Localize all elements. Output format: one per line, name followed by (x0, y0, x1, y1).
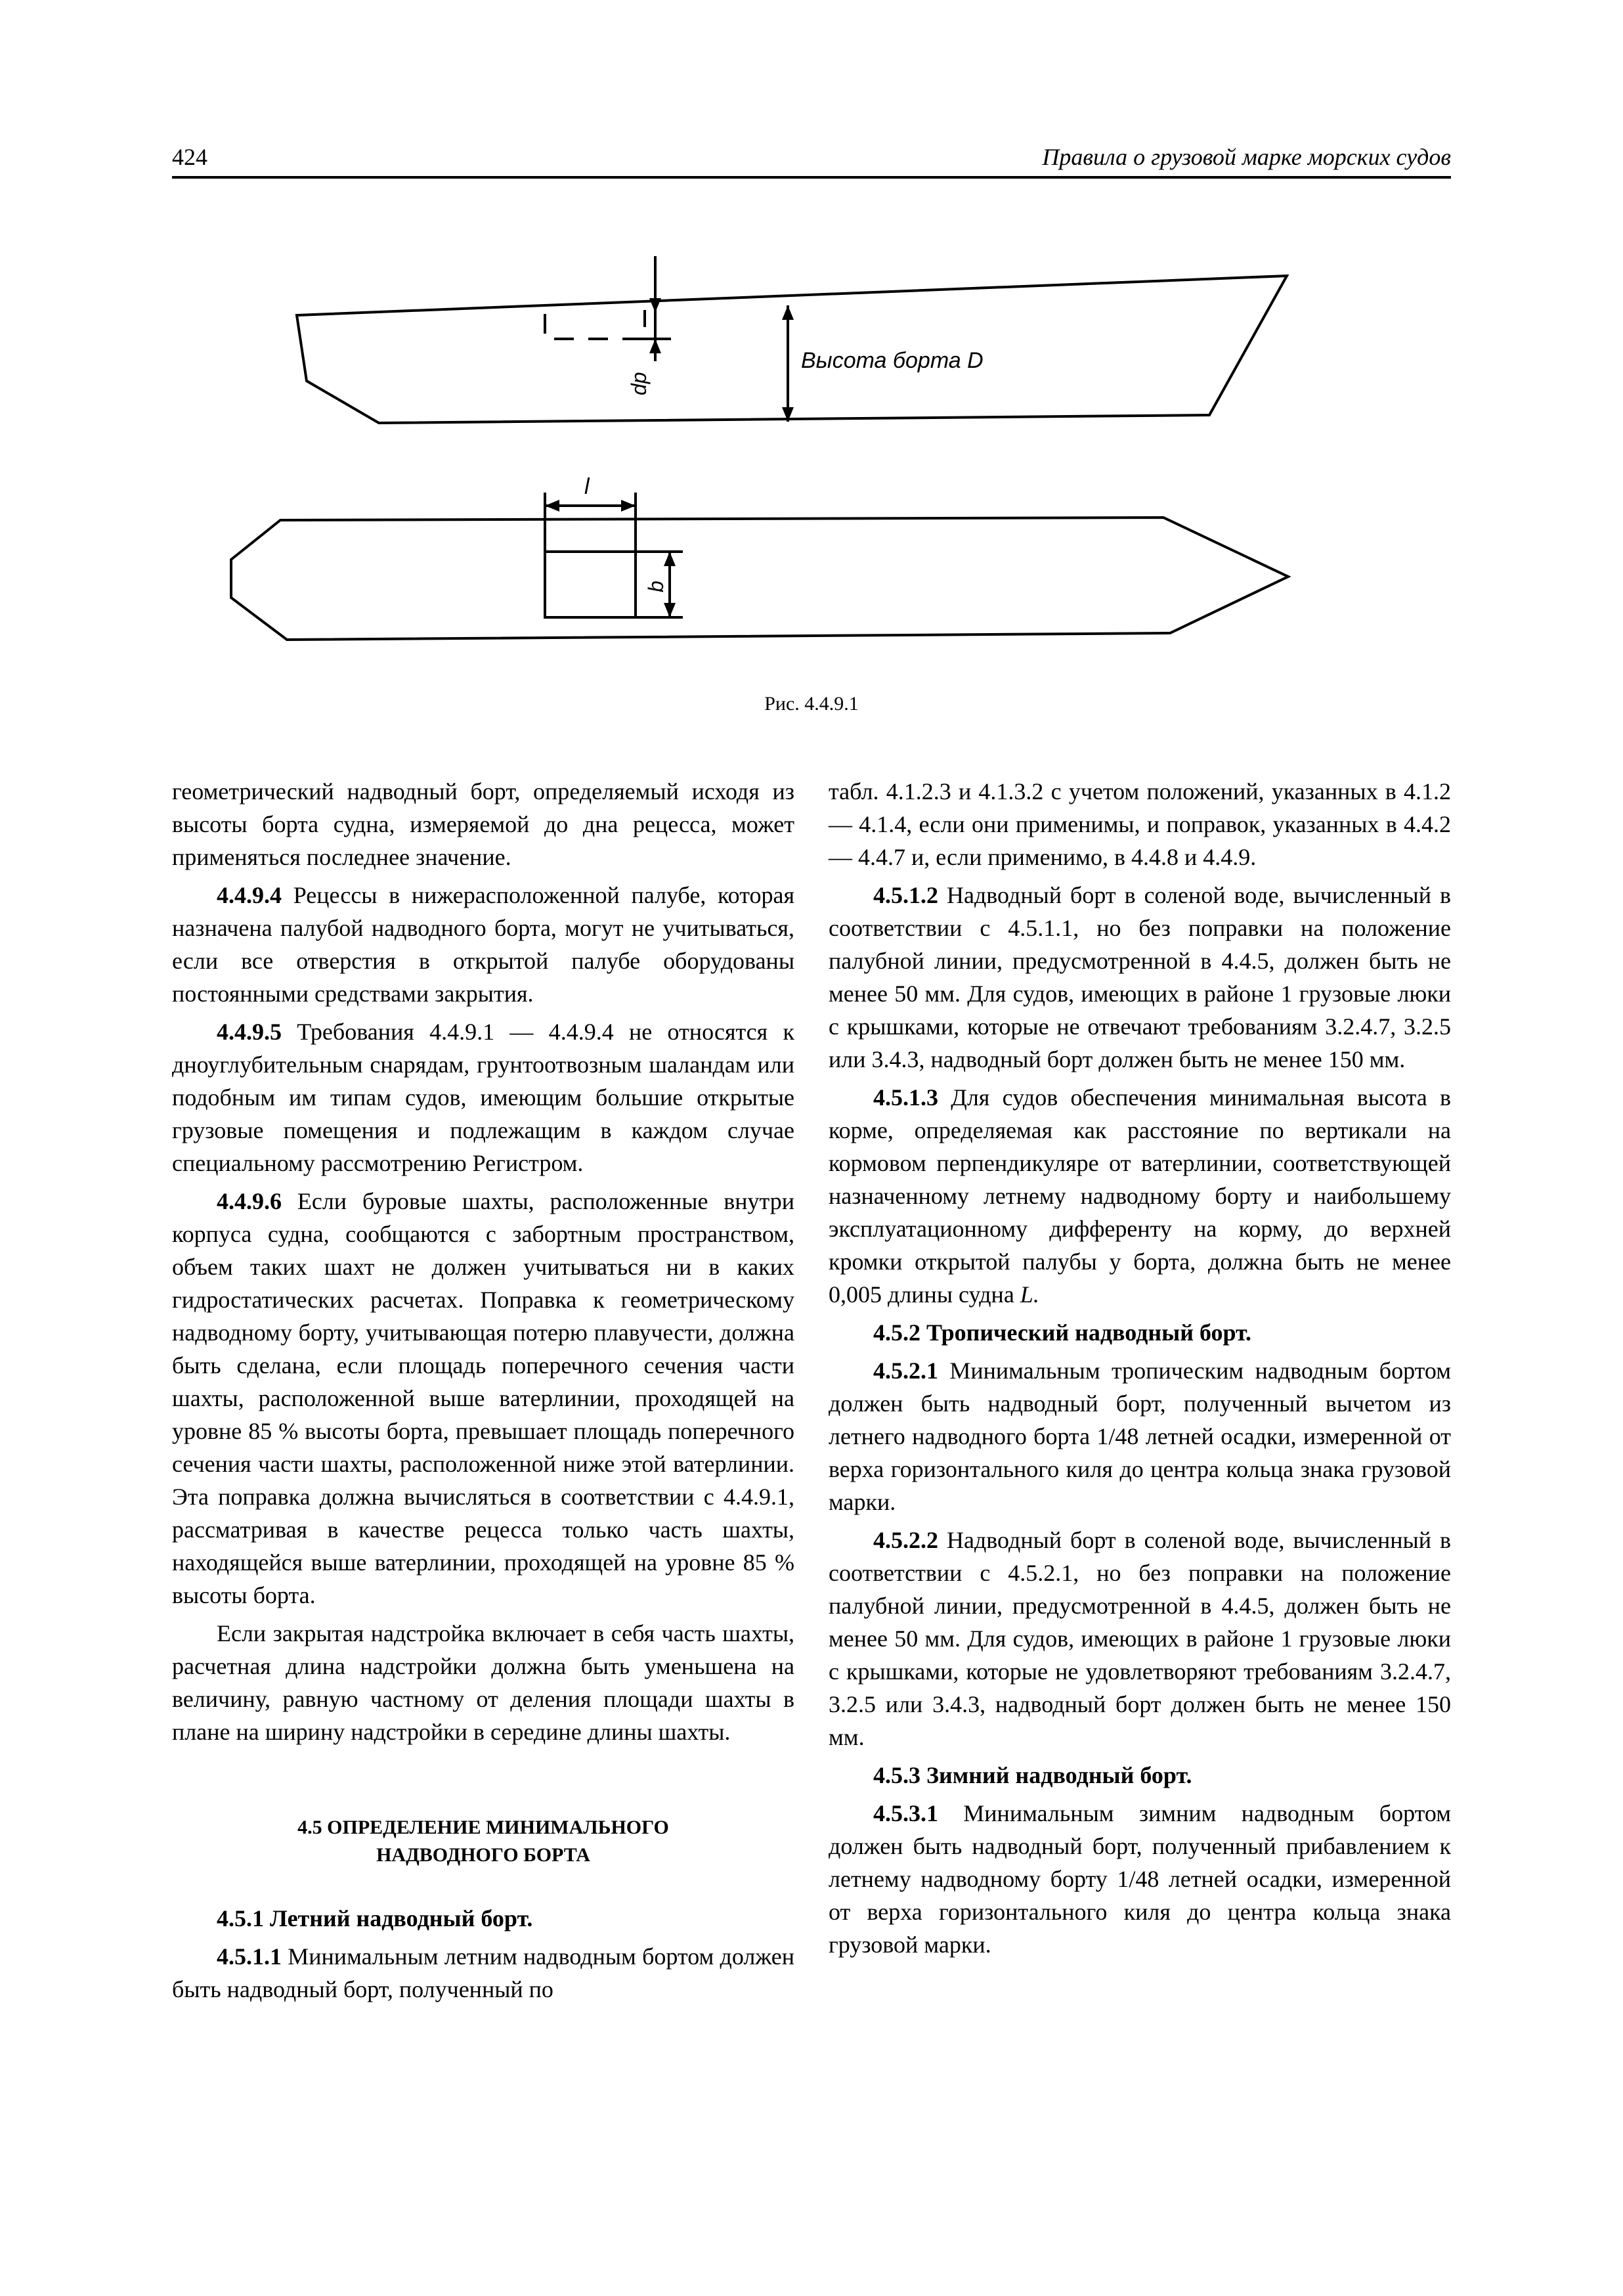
left-column (172, 775, 794, 2011)
subsection-heading: 4.5.3 Зимний надводный борт. (873, 1762, 1192, 1788)
side-view-hull (297, 276, 1287, 423)
ship-diagram (172, 243, 1451, 716)
paragraph (172, 1015, 794, 1180)
section-heading-line: НАДВОДНОГО БОРТА (376, 1844, 590, 1866)
clause-number: 4.5.2.1 (873, 1358, 938, 1384)
l-label: l (584, 474, 590, 499)
clause-number: 4.5.2.2 (873, 1527, 938, 1553)
paragraph (172, 1185, 794, 1612)
section-heading (172, 1814, 794, 1869)
clause-number: 4.5.3.1 (873, 1800, 938, 1826)
dp-label: dp (627, 372, 651, 395)
right-column (829, 775, 1451, 1966)
paragraph-text: Минимальным летним надводным бортом должен быть надводный борт, полученный по (172, 1943, 794, 2002)
recess-outline (545, 310, 645, 339)
ship-figure (172, 243, 1451, 716)
subsection-heading: 4.5.1 Летний надводный борт. (217, 1905, 533, 1932)
depth-label: Высота борта D (801, 348, 984, 373)
clause-number: 4.5.1.1 (217, 1943, 282, 1970)
clause-number: 4.5.1.3 (873, 1084, 938, 1111)
paragraph-text: Надводный борт в соленой воде, вычисленный в соответствии с 4.5.2.1, но без поправки на положение палубной линии, предусмотренной в 4.4.5, должен быть не менее 50 мм. Для судов, имеющих в районе 1 грузовые люки с крышками, которые не удовлетворяют требованиям 3.2.4.7, 3.2.5 или 3.4.3, надводный борт должен быть не менее 150 мм. (829, 1527, 1451, 1750)
paragraph-text: Минимальным зимним надводным бортом должен быть надводный борт, полученный прибавлением к летнему надводному борту 1/48 летней осадки, измеренной от верха горизонтального киля до центра кольца знака грузовой марки. (829, 1800, 1451, 1958)
paragraph: Если закрытая надстройка включает в себя часть шахты, расчетная длина надстройки должна быть уменьшена на величину, равную частному от деления площади шахты в плане на ширину надстройки в середине длины шахты. (172, 1620, 794, 1745)
clause-number: 4.5.1.2 (873, 882, 938, 908)
paragraph (829, 1081, 1451, 1311)
header-rule (172, 176, 1451, 179)
plan-view-hull (231, 518, 1288, 640)
hatch-box (545, 552, 636, 617)
paragraph-text: Для судов обеспечения минимальная высота в корме, определяемая как расстояние по вертикали на кормовом перпендикуляре от ватерлинии, соответствующей назначенному летнему надводному борту и наибольшему эксплуатационному дифференту на корму, до верхней кромки открытой палубы у борта, должна быть не менее 0,005 длины судна (829, 1084, 1451, 1308)
paragraph-text: Рецессы в нижерасположенной палубе, которая назначена палубой надводного борта, могут не учитываться, если все отверстия в открытой палубе оборудованы постоянными средствами закрытия. (172, 882, 794, 1007)
clause-number: 4.4.9.4 (217, 882, 282, 908)
paragraph-text: Требования 4.4.9.1 — 4.4.9.4 не относятся к дноуглубительным снарядам, грунтоотвозным шаландам или подобным им типам судов, имеющим большие открытые грузовые помещения и подлежащим в каждом случае специальному рассмотрению Регистром. (172, 1019, 794, 1176)
paragraph: табл. 4.1.2.3 и 4.1.3.2 с учетом положений, указанных в 4.1.2 — 4.1.4, если они применимы, и поправок, указанных в 4.4.2 — 4.4.7 и, если применимо, в 4.4.8 и 4.4.9. (829, 778, 1451, 870)
running-title: Правила о грузовой марке морских судов (1042, 144, 1451, 170)
page-number: 424 (172, 144, 207, 170)
paragraph: геометрический надводный борт, определяемый исходя из высоты борта судна, измеряемой до дна рецесса, может применяться последнее значение. (172, 778, 794, 870)
paragraph (829, 1797, 1451, 1961)
paragraph (172, 1940, 794, 2006)
subsection-heading: 4.5.2 Тропический надводный борт. (873, 1319, 1252, 1346)
b-label: b (644, 581, 668, 592)
paragraph (172, 879, 794, 1010)
paragraph (829, 1524, 1451, 1754)
clause-number: 4.4.9.5 (217, 1019, 282, 1045)
paragraph (829, 1354, 1451, 1518)
symbol-L: L. (1014, 1281, 1039, 1308)
figure-caption: Рис. 4.4.9.1 (764, 693, 859, 715)
paragraph (829, 879, 1451, 1076)
paragraph-text: Если буровые шахты, расположенные внутри корпуса судна, сообщаются с забортным пространством, объем таких шахт не должен учитываться ни в каких гидростатических расчетах. Поправка к геометрическому надводному борту, учитывающая потерю плавучести, должна быть сделана, если площадь поперечного сечения части шахты, расположенной выше ватерлинии, проходящей на уровне 85 % высоты борта, превышает площадь поперечного сечения части шахты, расположенной ниже этой ватерлинии. Эта поправка должна вычисляться в соответствии с 4.4.9.1, рассматривая в качестве рецесса только часть шахты, находящейся выше ватерлинии, проходящей на уровне 85 % высоты борта. (172, 1188, 794, 1608)
clause-number: 4.4.9.6 (217, 1188, 282, 1214)
section-heading-line: 4.5 ОПРЕДЕЛЕНИЕ МИНИМАЛЬНОГО (297, 1817, 669, 1838)
paragraph-text: Минимальным тропическим надводным бортом должен быть надводный борт, полученный вычетом из летнего надводного борта 1/48 летней осадки, измеренной от верха горизонтального киля до центра кольца знака грузовой марки. (829, 1358, 1451, 1515)
paragraph-text: Надводный борт в соленой воде, вычисленный в соответствии с 4.5.1.1, но без поправки на положение палубной линии, предусмотренной в 4.4.5, должен быть не менее 50 мм. Для судов, имеющих в районе 1 грузовые люки с крышками, которые не отвечают требованиям 3.2.4.7, 3.2.5 или 3.4.3, надводный борт должен быть не менее 150 мм. (829, 882, 1451, 1072)
